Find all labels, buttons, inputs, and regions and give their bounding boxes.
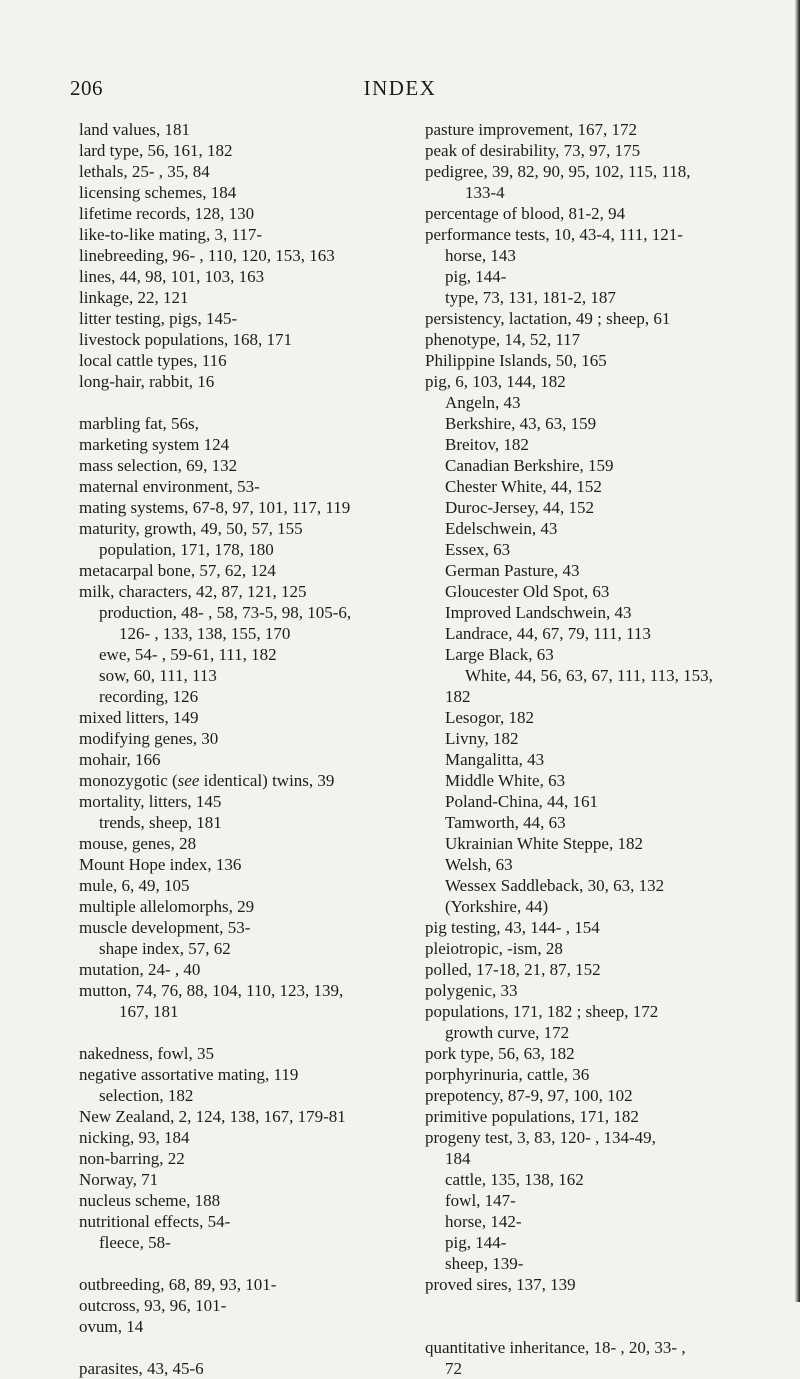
index-entry: progeny test, 3, 83, 120- , 134-49, [425,1128,656,1147]
index-entry: New Zealand, 2, 124, 138, 167, 179-81 [79,1107,346,1126]
index-subentry: population, 171, 178, 180 [99,540,274,559]
index-entry: mixed litters, 149 [79,708,199,727]
index-subentry: sow, 60, 111, 113 [99,666,217,685]
index-gap [425,1295,770,1316]
index-subentry: (Yorkshire, 44) [445,897,549,916]
index-entry: persistency, lactation, 49 ; sheep, 61 [425,309,671,328]
index-entry: lethals, 25- , 35, 84 [79,162,210,181]
index-continuation: 133-4 [465,183,505,202]
index-entry: prepotency, 87-9, 97, 100, 102 [425,1086,633,1105]
index-subentry: fleece, 58- [99,1233,171,1252]
index-entry: mating systems, 67-8, 97, 101, 117, 119 [79,498,351,517]
index-entry: mortality, litters, 145 [79,792,222,811]
index-entry: licensing schemes, 184 [79,183,237,202]
index-entry: maternal environment, 53- [79,477,260,496]
index-subentry: Ukrainian White Steppe, 182 [445,834,643,853]
index-entry: nakedness, fowl, 35 [79,1044,215,1063]
index-entry: livestock populations, 168, 171 [79,330,292,349]
index-entry: pasture improvement, 167, 172 [425,120,637,139]
index-subentry: Gloucester Old Spot, 63 [445,582,610,601]
index-subentry: German Pasture, 43 [445,561,580,580]
index-entry: multiple allelomorphs, 29 [79,897,255,916]
index-entry: non-barring, 22 [79,1149,185,1168]
index-continuation: 126- , 133, 138, 155, 170 [119,624,291,643]
index-subentry: Tamworth, 44, 63 [445,813,566,832]
index-entry: pleiotropic, -ism, 28 [425,939,563,958]
index-entry: marketing system 124 [79,435,230,454]
index-subentry: Large Black, 63 [445,645,554,664]
index-entry: parasites, 43, 45-6 [79,1359,204,1378]
index-subentry: type, 73, 131, 181-2, 187 [445,288,616,307]
running-head-title: INDEX [363,76,437,100]
index-entry: peak of desirability, 73, 97, 175 [425,141,641,160]
index-entry: lard type, 56, 161, 182 [79,141,233,160]
index-subentry: shape index, 57, 62 [99,939,231,958]
index-entry: pig, 6, 103, 144, 182 [425,372,566,391]
index-entry: Philippine Islands, 50, 165 [425,351,607,370]
index-entry: phenotype, 14, 52, 117 [425,330,581,349]
index-subentry: fowl, 147- [445,1191,516,1210]
index-continuation: White, 44, 56, 63, 67, 111, 113, 153, [465,666,713,685]
index-entry: percentage of blood, 81-2, 94 [425,204,626,223]
index-subentry: Poland-China, 44, 161 [445,792,598,811]
index-entry: local cattle types, 116 [79,351,227,370]
index-gap [79,1253,419,1274]
index-entry: porphyrinuria, cattle, 36 [425,1065,590,1084]
index-subentry: horse, 142- [445,1212,522,1231]
index-entry: mutation, 24- , 40 [79,960,201,979]
index-subentry: Angeln, 43 [445,393,521,412]
index-entry: performance tests, 10, 43-4, 111, 121- [425,225,683,244]
page-number: 206 [70,76,103,100]
index-entry: lifetime records, 128, 130 [79,204,255,223]
index-subentry: growth curve, 172 [445,1023,570,1042]
index-entry: quantitative inheritance, 18- , 20, 33- , [425,1338,686,1357]
index-entry: polled, 17-18, 21, 87, 152 [425,960,601,979]
page-edge-shadow [795,0,800,1302]
index-subentry: selection, 182 [99,1086,194,1105]
index-entry: litter testing, pigs, 145- [79,309,238,328]
index-entry: nucleus scheme, 188 [79,1191,221,1210]
index-entry: marbling fat, 56s, [79,414,199,433]
index-subentry: trends, sheep, 181 [99,813,222,832]
index-entry: mouse, genes, 28 [79,834,197,853]
index-entry: Mount Hope index, 136 [79,855,242,874]
index-subentry: horse, 143 [445,246,516,265]
index-subentry: production, 48- , 58, 73-5, 98, 105-6, [99,603,352,622]
index-entry: proved sires, 137, 139 [425,1275,576,1294]
index-entry: land values, 181 [79,120,190,139]
index-entry: pork type, 56, 63, 182 [425,1044,575,1063]
index-entry: outcross, 93, 96, 101- [79,1296,227,1315]
index-subentry: sheep, 139- [445,1254,524,1273]
index-subentry: 184 [445,1149,471,1168]
index-entry: milk, characters, 42, 87, 121, 125 [79,582,307,601]
index-entry: pedigree, 39, 82, 90, 95, 102, 115, 118, [425,162,691,181]
index-subentry: Breitov, 182 [445,435,529,454]
index-subentry: pig, 144- [445,1233,507,1252]
index-subentry: Mangalitta, 43 [445,750,545,769]
index-column-left [79,119,419,1379]
index-entry: like-to-like mating, 3, 117- [79,225,263,244]
index-gap [79,392,419,413]
index-entry: modifying genes, 30 [79,729,219,748]
index-subentry: 182 [445,687,471,706]
index-subentry: recording, 126 [99,687,199,706]
index-entry: lines, 44, 98, 101, 103, 163 [79,267,265,286]
index-subentry: Livny, 182 [445,729,519,748]
index-entry: outbreeding, 68, 89, 93, 101- [79,1275,277,1294]
index-entry: mule, 6, 49, 105 [79,876,190,895]
index-subentry: ewe, 54- , 59-61, 111, 182 [99,645,277,664]
index-entry: linkage, 22, 121 [79,288,189,307]
index-entry: mohair, 166 [79,750,161,769]
index-subentry: 72 [445,1359,462,1378]
index-subentry: Middle White, 63 [445,771,566,790]
index-gap [425,1316,770,1337]
index-subentry: Welsh, 63 [445,855,513,874]
index-subentry: Lesogor, 182 [445,708,535,727]
index-entry: long-hair, rabbit, 16 [79,372,215,391]
index-subentry: Improved Landschwein, 43 [445,603,632,622]
index-subentry: cattle, 135, 138, 162 [445,1170,584,1189]
index-entry: primitive populations, 171, 182 [425,1107,639,1126]
index-subentry: Essex, 63 [445,540,511,559]
index-entry: nutritional effects, 54- [79,1212,231,1231]
index-entry: muscle development, 53- [79,918,251,937]
index-subentry: Berkshire, 43, 63, 159 [445,414,597,433]
index-gap [79,1337,419,1358]
index-entry: ovum, 14 [79,1317,144,1336]
index-subentry: Edelschwein, 43 [445,519,558,538]
index-entry: pig testing, 43, 144- , 154 [425,918,600,937]
index-subentry: pig, 144- [445,267,507,286]
index-gap [79,1022,419,1043]
index-entry: monozygotic (see identical) twins, 39 [79,771,335,790]
index-entry: linebreeding, 96- , 110, 120, 153, 163 [79,246,335,265]
index-entry: mutton, 74, 76, 88, 104, 110, 123, 139, [79,981,344,1000]
index-entry: negative assortative mating, 119 [79,1065,299,1084]
index-continuation: 167, 181 [119,1002,179,1021]
index-entry: maturity, growth, 49, 50, 57, 155 [79,519,303,538]
index-entry: Norway, 71 [79,1170,159,1189]
index-subentry: Landrace, 44, 67, 79, 111, 113 [445,624,651,643]
index-subentry: Chester White, 44, 152 [445,477,602,496]
index-entry: populations, 171, 182 ; sheep, 172 [425,1002,659,1021]
index-column-right [425,119,770,1379]
index-subentry: Wessex Saddleback, 30, 63, 132 [445,876,665,895]
index-subentry: Duroc-Jersey, 44, 152 [445,498,595,517]
index-entry: polygenic, 33 [425,981,518,1000]
index-entry: metacarpal bone, 57, 62, 124 [79,561,276,580]
index-entry: mass selection, 69, 132 [79,456,238,475]
index-subentry: Canadian Berkshire, 159 [445,456,614,475]
index-entry: nicking, 93, 184 [79,1128,190,1147]
